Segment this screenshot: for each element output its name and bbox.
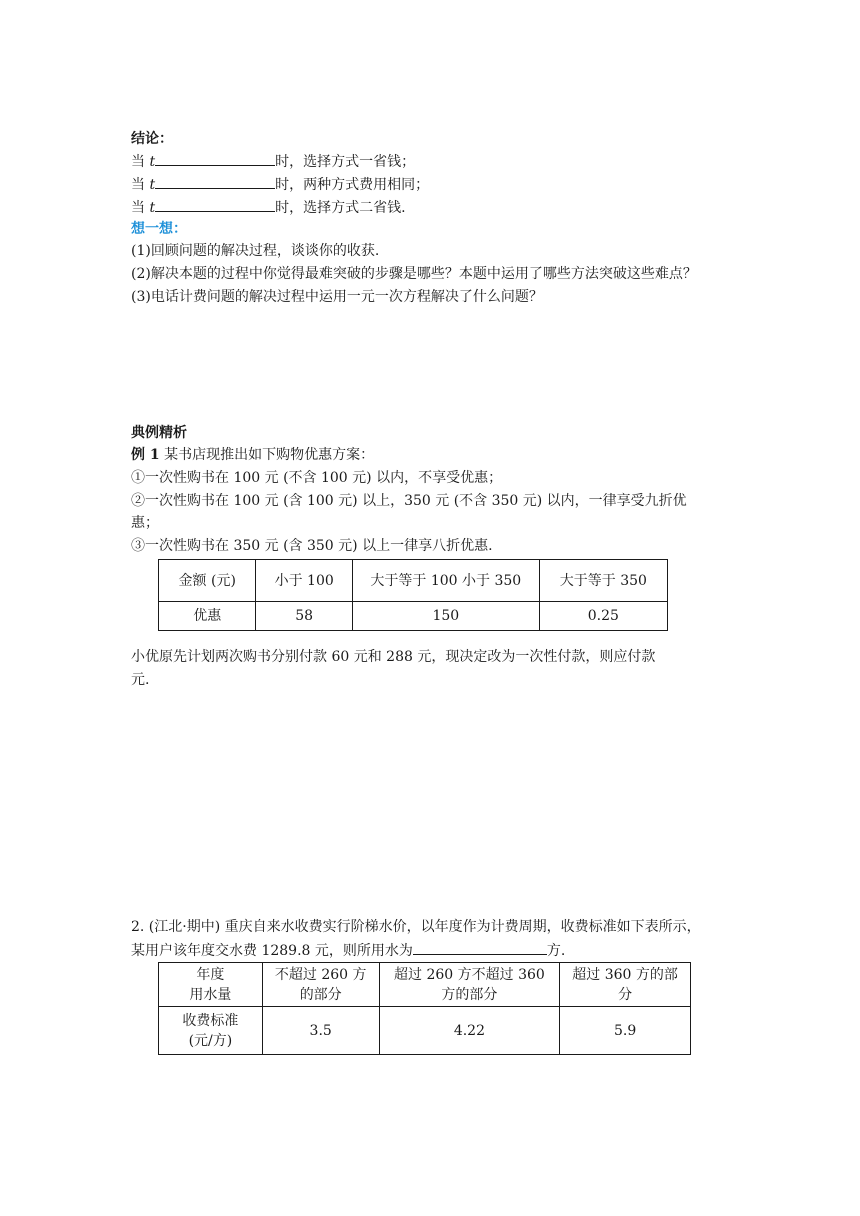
table-cell: 150 (352, 602, 539, 631)
example-question-line-2: 元. (131, 672, 150, 688)
table-row (159, 1007, 691, 1055)
example-question-line-1: 小优原先计划两次购书分别付款 60 元和 288 元，现决定改为一次性付款，则应付款 (131, 649, 656, 665)
prefix: 当 (131, 154, 150, 170)
table-header-row (159, 560, 668, 602)
conclusion-heading: 结论： (131, 131, 173, 147)
conclusion-line-3 (131, 196, 406, 219)
problem2-line-2 (131, 939, 565, 962)
variable-t: t (149, 154, 156, 170)
think-item-1: (1)回顾问题的解决过程，谈谈你的收获. (131, 243, 380, 259)
think-item-3: (3)电话计费问题的解决过程中运用一元一次方程解决了什么问题？ (131, 289, 543, 305)
answer-blank[interactable] (155, 196, 275, 212)
problem2-line-1: 2. (江北·期中) 重庆自来水收费实行阶梯水价，以年度作为计费周期，收费标准如下表所示， (131, 919, 701, 935)
table-cell: 小于 100 (256, 560, 352, 602)
cell-line: 收费标准 (182, 1012, 239, 1029)
table-cell: 金额 (元) (159, 560, 256, 602)
table-cell: 3.5 (262, 1007, 379, 1055)
table-cell: 4.22 (379, 1007, 560, 1055)
cell-line: 超过 360 方的部 (572, 966, 678, 983)
table-cell: 优惠 (159, 602, 256, 631)
table-cell (560, 963, 691, 1007)
table-row (159, 602, 668, 631)
example-intro: 某书店现推出如下购物优惠方案： (159, 447, 375, 463)
table-cell: 大于等于 100 小于 350 (352, 560, 539, 602)
variable-t: t (149, 177, 156, 193)
table-cell: 0.25 (539, 602, 667, 631)
table-cell: 58 (256, 602, 352, 631)
text: 方. (546, 943, 566, 959)
think-item-2: (2)解决本题的过程中你觉得最难突破的步骤是哪些？本题中运用了哪些方法突破这些难点？ (131, 266, 697, 282)
rule-1: ①一次性购书在 100 元 (不含 100 元) 以内，不享受优惠； (131, 470, 503, 486)
prefix: 当 (131, 200, 150, 216)
think-heading: 想一想： (131, 221, 187, 237)
text: 某用户该年度交水费 1289.8 元，则所用水为 (131, 943, 413, 959)
cell-line: 年度 (196, 966, 225, 983)
rule-2: ②一次性购书在 100 元 (含 100 元) 以上，350 元 (不含 350 元) 以内，一律享受九折优 (131, 493, 687, 509)
cell-line: 方的部分 (441, 986, 498, 1003)
water-fee-table (158, 962, 691, 1055)
answer-blank[interactable] (155, 150, 275, 166)
cell-line: 的部分 (299, 986, 342, 1003)
suffix: 时，选择方式二省钱. (275, 200, 406, 216)
conclusion-line-1 (131, 150, 415, 173)
rule-2-continued: 惠； (131, 515, 159, 531)
cell-line: 用水量 (189, 986, 232, 1003)
suffix: 时，两种方式费用相同； (275, 177, 430, 193)
answer-blank[interactable] (413, 939, 547, 955)
example-label: 例 1 (131, 447, 160, 463)
variable-t: t (149, 200, 156, 216)
conclusion-line-2 (131, 173, 429, 196)
discount-table (158, 559, 668, 631)
table-cell: 大于等于 350 (539, 560, 667, 602)
table-header-row (159, 963, 691, 1007)
prefix: 当 (131, 177, 150, 193)
answer-blank[interactable] (155, 173, 275, 189)
table-cell (159, 1007, 263, 1055)
cell-line: 分 (618, 986, 633, 1003)
table-cell (159, 963, 263, 1007)
table-cell (262, 963, 379, 1007)
rule-3: ③一次性购书在 350 元 (含 350 元) 以上一律享八折优惠. (131, 538, 493, 554)
table-cell: 5.9 (560, 1007, 691, 1055)
table-cell (379, 963, 560, 1007)
cell-line: 不超过 260 方 (274, 966, 367, 983)
cell-line: 超过 260 方不超过 360 (394, 966, 545, 983)
cell-line: (元/方) (188, 1032, 233, 1049)
example-heading: 典例精析 (131, 425, 187, 441)
suffix: 时，选择方式一省钱； (275, 154, 416, 170)
example-intro-line (131, 444, 374, 466)
